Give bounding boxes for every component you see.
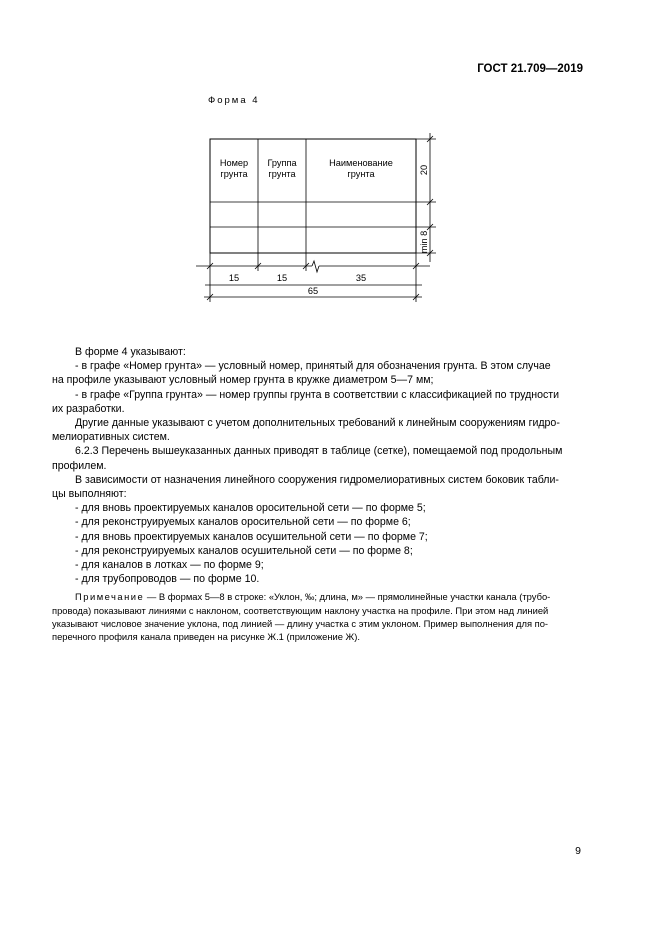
dim-row-height: min 8 — [419, 230, 429, 254]
document-header: ГОСТ 21.709—2019 — [477, 63, 583, 75]
col-header-1: Номер грунта — [219, 158, 249, 179]
note-line-4: перечного профиля канала приведен на рисунке Ж.1 (приложение Ж). — [52, 630, 360, 642]
dim-col-3: 35 — [355, 273, 367, 283]
form-label: Форма 4 — [208, 95, 260, 106]
section-6-2-3-cont: профилем. — [52, 459, 107, 472]
list-item: - для каналов в лотках — по форме 9; — [75, 559, 264, 572]
col-header-2: Группа грунта — [267, 158, 297, 179]
intro-paragraph: В форме 4 указывают: — [75, 346, 186, 358]
col-header-3: Наименование грунта — [329, 158, 393, 179]
list-item: - для вновь проектируемых каналов осушительной сети — по форме 7; — [75, 530, 428, 543]
other-paragraph-cont: мелиоративных систем. — [52, 431, 170, 444]
list-item: - для реконструируемых каналов осушительной сети — по форме 8; — [75, 544, 413, 557]
list-item: - для трубопроводов — по форме 10. — [75, 573, 260, 586]
page-number: 9 — [575, 845, 581, 857]
depend-paragraph: В зависимости от назначения линейного сооружения гидромелиоративных систем боковик табли- — [75, 473, 559, 486]
item-1-cont: на профиле указывают условный номер грунта в кружке диаметром 5—7 мм; — [52, 374, 434, 387]
note-line-2: провода) показывают линиями с наклоном, соответствующим наклону участка на профиле. При этом над линией — [52, 604, 549, 616]
list-item: - для реконструируемых каналов оросительной сети — по форме 6; — [75, 516, 411, 529]
dim-header-height: 20 — [419, 164, 429, 176]
other-paragraph: Другие данные указывают с учетом дополнительных требований к линейным сооружениям гидро- — [75, 417, 560, 430]
item-1: - в графе «Номер грунта» — условный номер, принятый для обозначения грунта. В этом случае — [75, 360, 551, 373]
note-line-3: указывают числовое значение уклона, под линией — длину участка с этим уклоном. Пример выполнения для по- — [52, 617, 549, 629]
dim-col-1: 15 — [228, 273, 240, 283]
note-text: — В формах 5—8 в строке: «Уклон, ‰; длина, м» — прямолинейные участки канала (трубо- — [144, 591, 551, 603]
list-item: - для вновь проектируемых каналов оросительной сети — по форме 5; — [75, 502, 426, 515]
body-text — [52, 345, 585, 643]
section-6-2-3: 6.2.3 Перечень вышеуказанных данных приводят в таблице (сетке), помещаемой под продольным — [75, 445, 563, 458]
dim-col-2: 15 — [276, 273, 288, 283]
item-2: - в графе «Группа грунта» — номер группы грунта в соответствии с классификацией по трудности — [75, 388, 560, 401]
item-2-cont: их разработки. — [52, 402, 125, 415]
note-line-1 — [75, 590, 585, 603]
table-frame — [210, 139, 416, 253]
note-lead: Примечание — [75, 591, 145, 603]
note — [52, 590, 585, 642]
dim-total: 65 — [307, 286, 319, 296]
depend-paragraph-cont: цы выполняют: — [52, 488, 127, 501]
